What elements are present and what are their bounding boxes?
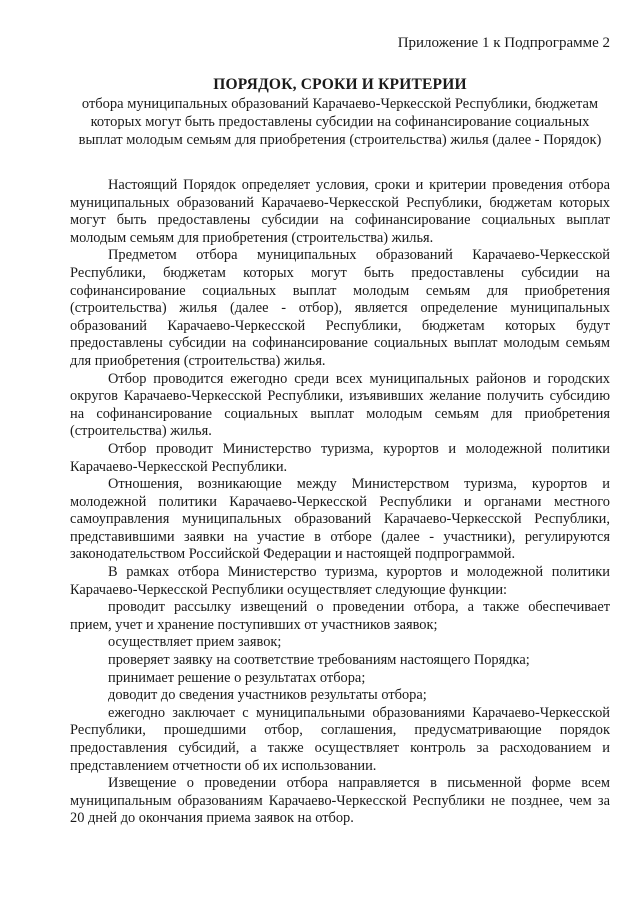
paragraph: Предметом отбора муниципальных образований Карачаево-Черкесской Республики, бюджетам которых могут быть предоставлены субсидии на софинансирование социальных выплат молодым семьям для приобретения (строительства) жилья (далее - отбор), является определение муниципальных образований Карачаево-Черкесской Республики, бюджетам которых будут предоставлены субсидии на софинансирование социальных выплат молодым семьям для приобретения (строительства) жилья. [70, 247, 610, 369]
paragraph: Отбор проводится ежегодно среди всех муниципальных районов и городских округов Карачаево-Черкесской Республики, изъявивших желание получить субсидию на софинансирование социальных выплат молодым семьям для приобретения (строительства) жилья. [70, 370, 610, 440]
list-item: доводит до сведения участников результаты отбора; [108, 687, 427, 704]
paragraph: В рамках отбора Министерство туризма, курортов и молодежной политики Карачаево-Черкесской Республики осуществляет следующие функции: [70, 564, 610, 598]
document-subtitle: отбора муниципальных образований Карачаево-Черкесской Республики, бюджетам которых могут быть предоставлены субсидии на софинансирование социальных выплат молодым семьям для приобретения (строительства) жилья (далее - Порядок) [78, 96, 602, 148]
list-item: принимает решение о результатах отбора; [108, 669, 366, 686]
list-item: проверяет заявку на соответствие требованиям настоящего Порядка; [108, 652, 530, 669]
list-item: проводит рассылку извещений о проведении отбора, а также обеспечивает прием, учет и хранение поступивших от участников заявок; [70, 599, 610, 633]
list-item: осуществляет прием заявок; [108, 634, 282, 651]
paragraph: Извещение о проведении отбора направляется в письменной форме всем муниципальным образованиям Карачаево-Черкесской Республики не позднее, чем за 20 дней до окончания приема заявок на отбор. [70, 775, 610, 827]
document-title: ПОРЯДОК, СРОКИ И КРИТЕРИИ [213, 76, 467, 93]
paragraph: Отношения, возникающие между Министерством туризма, курортов и молодежной политики Карачаево-Черкесской Республики и органами местного самоуправления муниципальных образований Карачаево-Черкесской Республики, представившими заявки на участие в отборе (далее - участники), регулируются законодательством Российской Федерации и настоящей подпрограммой. [70, 476, 610, 563]
paragraph: Отбор проводит Министерство туризма, курортов и молодежной политики Карачаево-Черкесской Республики. [70, 440, 610, 475]
appendix-reference: Приложение 1 к Подпрограмме 2 [397, 35, 610, 51]
document-body [70, 177, 610, 828]
paragraph: Настоящий Порядок определяет условия, сроки и критерии проведения отбора муниципальных образований Карачаево-Черкесской Республики, бюджетам которых могут быть предоставлены субсидии на софинансирование социальных выплат молодым семьям для приобретения (строительства) жилья. [70, 177, 610, 246]
list-item: ежегодно заключает с муниципальными образованиями Карачаево-Черкесской Республики, прошедшими отбор, соглашения, предусматривающие порядок предоставления субсидий, а также осуществляет контроль за расходованием и представлением отчетности об их использовании. [70, 704, 610, 774]
